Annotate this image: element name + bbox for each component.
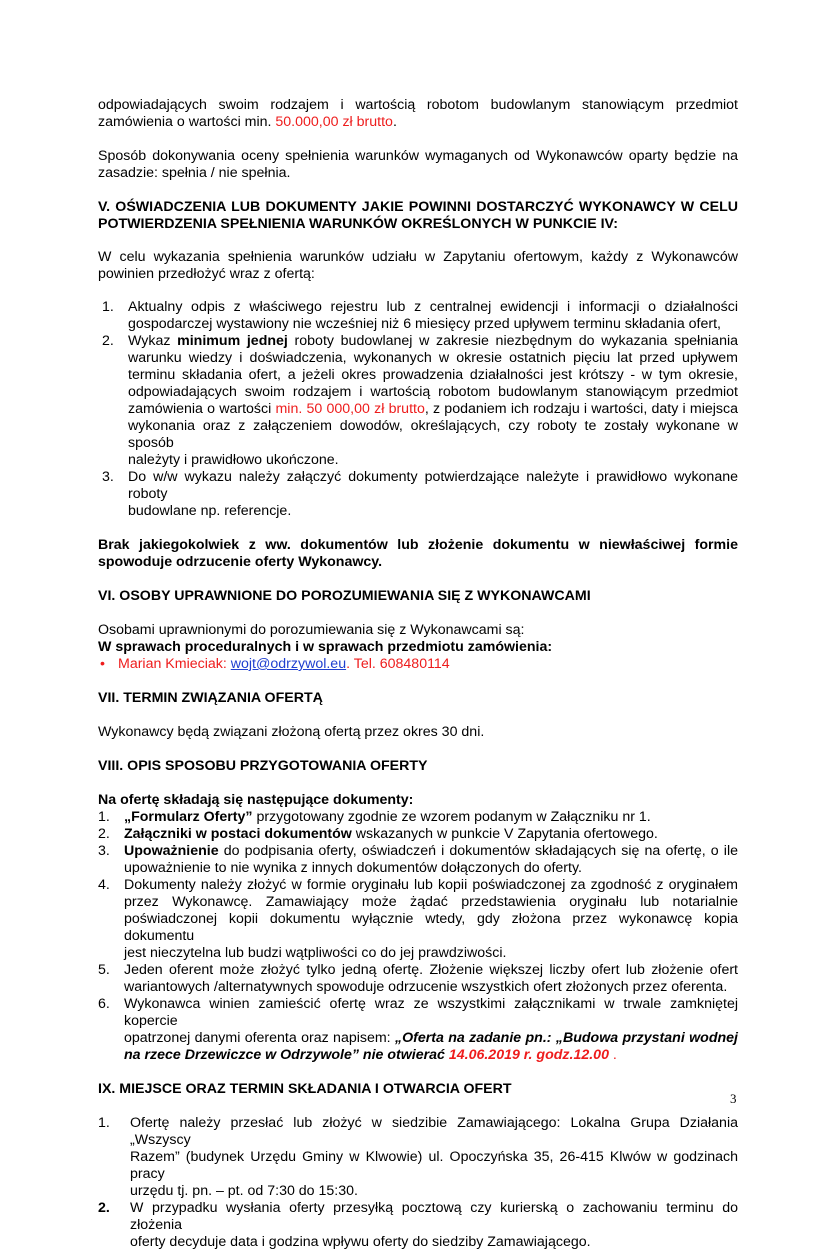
assessment-paragraph xyxy=(98,148,738,182)
warning-paragraph xyxy=(98,537,738,571)
section-5-intro xyxy=(98,249,738,283)
list-line: poświadczonej kopii dokumentu wyłącznie wtedy, gdy złożona przez wykonawcę kopia dokumentu xyxy=(124,911,738,944)
contacts-scope: W sprawach proceduralnych i w sprawach przedmiotu zamówienia: xyxy=(98,639,553,655)
section-7-text: Wykonawcy będą związani złożoną ofertą przez okres 30 dni. xyxy=(98,724,485,740)
list-line xyxy=(128,401,738,418)
list-text: przygotowany zgodnie ze wzorem podanym w Załączniku nr 1. xyxy=(252,809,651,825)
intro-text: zamówienia o wartości min. xyxy=(98,114,276,130)
list-line xyxy=(124,843,738,860)
intro-line: powinien przedłożyć wraz z ofertą: xyxy=(98,266,315,282)
list-item xyxy=(98,1115,738,1200)
emphasis-text: minimum jednej xyxy=(177,333,288,349)
intro-line: W celu wykazania spełnienia warunków udziału w Zapytaniu ofertowym, każdy z Wykonawców xyxy=(98,249,738,265)
list-text: roboty budowlanej w zakresie niezbędnym do wykazania spełniania xyxy=(287,333,738,349)
emphasis-text: na rzece Drzewiczce w Odrzywole” nie otwierać xyxy=(124,1047,449,1063)
list-line xyxy=(124,1047,738,1064)
list-line: upoważnienie to nie wynika z innych dokumentów dołączonych do oferty. xyxy=(124,860,582,876)
list-number: 1. xyxy=(102,299,114,315)
list-line: budowlane np. referencje. xyxy=(128,503,292,519)
list-item xyxy=(98,809,738,826)
list-line: Razem” (budynek Urzędu Gminy w Klwowie) ul. Opoczyńska 35, 26-415 Klwów w godzinach pracy xyxy=(130,1149,738,1182)
list-number: 2. xyxy=(98,1200,110,1216)
list-line: Dokumenty należy złożyć w formie oryginału lub kopii poświadczonej za zgodność z oryginałem xyxy=(124,877,738,893)
list-line: należyty i prawidłowo ukończone. xyxy=(128,452,339,468)
list-line: Do w/w wykazu należy załączyć dokumenty potwierdzające należyte i prawidłowo wykonane roboty xyxy=(128,469,738,502)
contact-item xyxy=(98,656,738,673)
intro-text: . xyxy=(392,114,397,130)
list-line: Jeden oferent może złożyć tylko jedną ofertę. Złożenie większej liczby ofert lub złożenie ofert xyxy=(124,962,738,978)
list-text: . xyxy=(608,1047,617,1063)
list-item xyxy=(98,996,738,1064)
section-7-heading: VII. TERMIN ZWIĄZANIA OFERTĄ xyxy=(98,690,323,706)
document-page xyxy=(98,97,738,1251)
section-8-list xyxy=(98,809,738,1064)
section-9-list xyxy=(98,1115,738,1251)
list-number: 3. xyxy=(98,843,110,859)
section-6-heading: VI. OSOBY UPRAWNIONE DO POROZUMIEWANIA SIĘ Z WYKONAWCAMI xyxy=(98,588,591,604)
amount-text: min. 50 000,00 zł brutto xyxy=(275,401,425,417)
emphasis-text: Upoważnienie xyxy=(124,843,219,859)
contacts-intro: Osobami uprawnionymi do porozumiewania się z Wykonawcami są: xyxy=(98,622,525,638)
list-line xyxy=(128,333,738,350)
list-item xyxy=(98,469,738,520)
list-line: wariantowych /alternatywnych spowoduje odrzucenie wszystkich ofert złożonych przez oferenta. xyxy=(124,979,728,995)
list-line: jest nieczytelna lub budzi wątpliwości co do jej prawdziwości. xyxy=(124,945,507,961)
heading-line: V. OŚWIADCZENIA LUB DOKUMENTY JAKIE POWINNI DOSTARCZYĆ WYKONAWCY W CELU xyxy=(98,199,738,215)
page-number: 3 xyxy=(730,1091,737,1106)
list-line: oferty decyduje data i godzina wpływu oferty do siedziby Zamawiającego. xyxy=(130,1234,591,1250)
bullet-icon: • xyxy=(100,656,105,672)
assessment-line: zasadzie: spełnia / nie spełnia. xyxy=(98,165,291,181)
list-number: 2. xyxy=(102,333,114,349)
section-8-subheading: Na ofertę składają się następujące dokumenty: xyxy=(98,792,414,808)
list-text: , z podaniem ich rodzaju i wartości, daty i miejsca xyxy=(424,401,738,417)
list-item xyxy=(98,877,738,962)
list-line: terminu składania ofert, a jeżeli okres prowadzenia działalności jest krótszy - w tym okresie, xyxy=(128,367,738,383)
deadline-text: 14.06.2019 r. godz.12.00 xyxy=(448,1047,609,1063)
list-text: zamówienia o wartości xyxy=(128,401,276,417)
list-text: Wykaz xyxy=(128,333,178,349)
heading-line: POTWIERDZENIA SPEŁNIENIA WARUNKÓW OKREŚLONYCH W PUNKCIE IV: xyxy=(98,216,618,232)
list-item xyxy=(98,333,738,469)
list-line xyxy=(124,809,738,826)
list-item xyxy=(98,843,738,877)
warning-line: Brak jakiegokolwiek z ww. dokumentów lub złożenie dokumentu w niewłaściwej formie xyxy=(98,537,738,553)
list-number: 4. xyxy=(98,877,110,893)
section-8-heading: VIII. OPIS SPOSOBU PRZYGOTOWANIA OFERTY xyxy=(98,758,428,774)
list-line: Ofertę należy przesłać lub złożyć w siedzibie Zamawiającego: Lokalna Grupa Działania „Wszyscy xyxy=(130,1115,738,1148)
list-line: gospodarczej wystawiony nie wcześniej niż 6 miesięcy przed upływem terminu składania ofert, xyxy=(128,316,721,332)
section-9-heading: IX. MIEJSCE ORAZ TERMIN SKŁADANIA I OTWARCIA OFERT xyxy=(98,1081,512,1097)
list-line: Aktualny odpis z właściwego rejestru lub z centralnej ewidencji i informacji o działalności xyxy=(128,299,738,315)
contact-phone: . Tel. 608480114 xyxy=(346,656,450,672)
list-number: 5. xyxy=(98,962,110,978)
list-line: wykonania oraz z załączeniem dowodów, określających, czy roboty te zostały wykonane w sposób xyxy=(128,418,738,451)
list-line: warunku wiedzy i doświadczenia, wykonanych w okresie ostatnich pięciu lat przed upływem xyxy=(128,350,738,366)
intro-line: odpowiadających swoim rodzajem i wartością robotom budowlanym stanowiącym przedmiot xyxy=(98,97,738,113)
section-5-list xyxy=(98,299,738,520)
list-number: 1. xyxy=(98,1115,110,1131)
list-line xyxy=(124,826,738,843)
section-5-heading xyxy=(98,199,738,233)
list-item xyxy=(98,826,738,843)
list-item xyxy=(98,962,738,996)
list-line: W przypadku wysłania oferty przesyłką pocztową czy kurierską o zachowaniu terminu do złożenia xyxy=(130,1200,738,1233)
warning-line: spowoduje odrzucenie oferty Wykonawcy. xyxy=(98,554,383,570)
emphasis-text: „Formularz Oferty” xyxy=(124,809,253,825)
list-item xyxy=(98,299,738,333)
list-line: odpowiadających swoim rodzajem i wartością robotom budowlanym stanowiącym przedmiot xyxy=(128,384,738,400)
contact-name: Marian Kmieciak: xyxy=(118,656,231,672)
emphasis-text: Załączniki w postaci dokumentów xyxy=(124,826,352,842)
contact-email-link[interactable]: wojt@odrzywol.eu xyxy=(230,656,347,672)
list-number: 1. xyxy=(98,809,110,825)
list-text: wskazanych w punkcie V Zapytania ofertowego. xyxy=(351,826,658,842)
assessment-line: Sposób dokonywania oceny spełnienia warunków wymaganych od Wykonawców oparty będzie na xyxy=(98,148,738,164)
list-number: 3. xyxy=(102,469,114,485)
list-number: 2. xyxy=(98,826,110,842)
list-line: Wykonawca winien zamieścić ofertę wraz ze wszystkimi załącznikami w trwale zamkniętej kopercie xyxy=(124,996,738,1029)
emphasis-text: „Oferta na zadanie pn.: „Budowa przystani wodnej xyxy=(394,1030,738,1046)
intro-line xyxy=(98,114,738,131)
intro-paragraph xyxy=(98,97,738,131)
list-item xyxy=(98,1200,738,1251)
section-6-body xyxy=(98,622,738,673)
intro-amount: 50.000,00 zł brutto xyxy=(275,114,393,130)
list-line: urzędu tj. pn. – pt. od 7:30 do 15:30. xyxy=(130,1183,358,1199)
list-text: opatrzonej danymi oferenta oraz napisem: xyxy=(124,1030,395,1046)
list-number: 6. xyxy=(98,996,110,1012)
list-line xyxy=(124,1030,738,1047)
list-line: przez Wykonawcę. Zamawiający może żądać przedstawienia oryginału lub notarialnie xyxy=(124,894,738,910)
list-text: do podpisania oferty, oświadczeń i dokumentów składających się na ofertę, o ile xyxy=(218,843,738,859)
